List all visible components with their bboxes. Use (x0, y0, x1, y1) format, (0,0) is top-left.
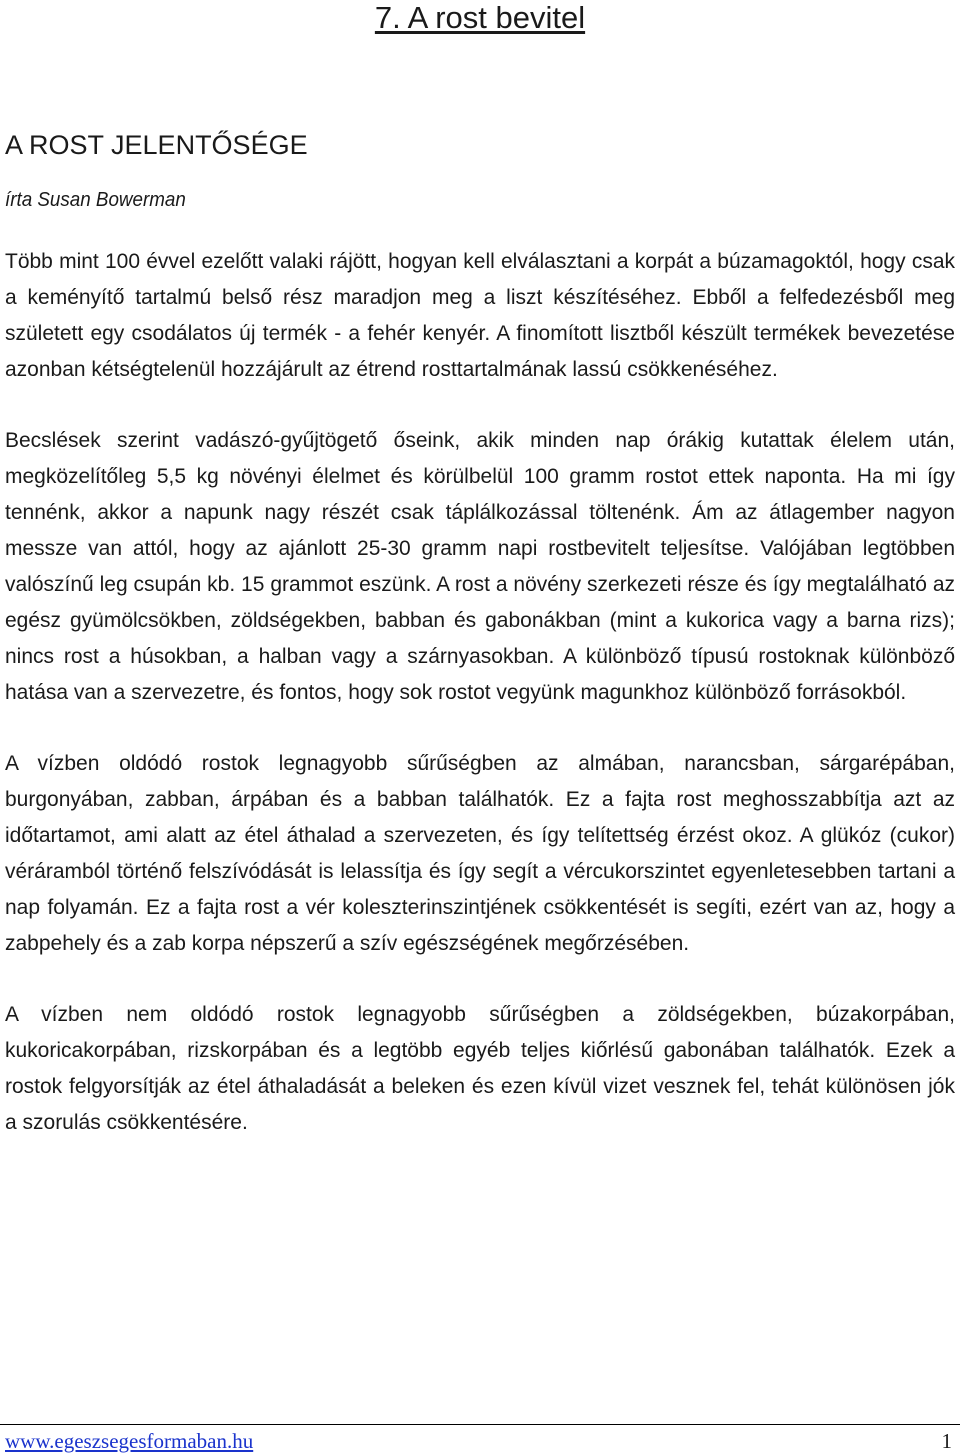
author-byline: írta Susan Bowerman (5, 189, 186, 211)
article (5, 125, 955, 1141)
paragraph-soluble-fiber: A vízben oldódó rostok legnagyobb sűrűségben az almában, narancsban, sárgarépában, burgonyában, zabban, árpában és a babban találhatók. Ez a fajta rost meghosszabbítja azt az időtartamot, ami alatt az étel áthalad a szervezeten, és így telítettség érzést okoz. A glükóz (cukor) véráramból történő felszívódását is lelassítja és így segít a vércukorszintet egyenletesebben tartani a nap folyamán. Ez a fajta rost a vér koleszterinszintjének csökkentését is segíti, ezért van az, hogy a zabpehely és a zab korpa népszerű a szív egészségének megőrzésében. (5, 752, 955, 955)
website-link[interactable]: www.egeszsegesformaban.hu (5, 1429, 254, 1453)
page-footer (0, 1424, 960, 1453)
paragraph-intro: Több mint 100 évvel ezelőtt valaki rájött, hogyan kell elválasztani a korpát a búzamagoktól, hogy csak a keményítő tartalmú belső rész maradjon meg a liszt készítéséhez. Ebből a felfedezésből meg született egy csodálatos új termék - a fehér kenyér. A finomított lisztből készült termékek bevezetése azonban kétségtelenül hozzájárult az étrend rosttartalmának lassú csökkenéséhez. (5, 250, 955, 381)
page-title: 7. A rost bevitel (374, 0, 586, 35)
paragraph-insoluble-fiber: A vízben nem oldódó rostok legnagyobb sűrűségben a zöldségekben, búzakorpában, kukoricakorpában, rizskorpában és a legtöbb egyéb teljes kiőrlésű gabonában találhatók. Ezek a rostok felgyorsítják az étel áthaladását a beleken és ezen kívül vizet vesznek fel, tehát különösen jók a szorulás csökkentésére. (5, 1003, 955, 1134)
section-heading: A ROST JELENTŐSÉGE (5, 130, 308, 160)
paragraph-ancestors: Becslések szerint vadászó-gyűjtögető őseink, akik minden nap órákig kutattak élelem után, megközelítőleg 5,5 kg növényi élelmet és körülbelül 100 gramm rostot ettek naponta. Ha mi így tennénk, akkor a napunk nagy részét csak táplálkozással töltenénk. Ám az átlagember nagyon messze van attól, hogy az ajánlott 25-30 gramm napi rostbevitelt teljesítse. Valójában legtöbben valószínű leg csupán kb. 15 grammot eszünk. A rost a növény szerkezeti része és így megtalálható az egész gyümölcsökben, zöldségekben, babban és gabonákban (mint a kukorica vagy a barna rizs); nincs rost a húsokban, a halban vagy a szárnyasokban. A különböző típusú rostoknak különböző hatása van a szervezetre, és fontos, hogy sok rostot vegyünk magunkhoz különböző forrásokból. (5, 429, 955, 704)
page-number: 1 (941, 1429, 952, 1453)
